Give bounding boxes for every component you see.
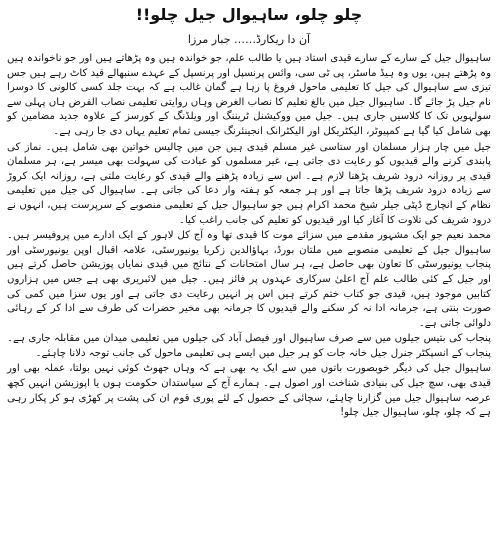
paragraph: محمد نعیم جو ایک مشہور مقدمے میں سزائے موت کا قیدی تھا وہ آج کل لاہور کے ایک ادارے میں پروفیسر ہیں۔ ساہیوال جیل کے تعلیمی منصوبے میں ملتان بورڈ، بہاؤالدین زکریا یونیورسٹی، علامہ اقبال اوپن یونیورسٹی اور پنجاب یونیورسٹی کا تعاون بھی حاصل ہے، ہر سال امتحانات کے نتائج میں قیدی نمایاں پوزیشن حاصل کرتے ہیں اور جیل کے کئی طالب علم آج اعلیٰ سرکاری عہدوں پر فائز ہیں۔ جیل میں لائبریری بھی ہے جس میں ہزاروں کتابیں موجود ہیں، قیدی جو کتاب ختم کرتے ہیں اس پر انہیں رعایت دی جاتی ہے اور یوں سزا میں کمی کی صورت بنتی ہے، جرمانہ ادا نہ کر سکنے والے قیدیوں کا جرمانہ بھی مخیر حضرات کی طرف سے ادا کر کے رہائی دلوائی جاتی ہے۔: [7, 230, 491, 329]
column-title: چلو چلو، ساہیوال جیل چلو!!: [135, 5, 363, 24]
paragraph: ساہیوال جیل کے سارے کے سارے قیدی استاد ہیں یا طالب علم، جو خواندہ ہیں وہ پڑھاتے ہیں اور جو ناخواندہ ہیں وہ پڑھتے ہیں، یوں وہ ہیڈ ماسٹر، پی ٹی سی، وائس پرنسپل اور پرنسپل کے عہدے سنبھالے قید کاٹ رہے ہیں جس تیزی سے ساہیوال کی جیل کا تعلیمی ماحول فروغ پا رہا ہے گمان غالب ہے کہ بہت جلد کسی کالونی کا دوسرا نام جیل پڑ جائے گا۔ ساہیوال جیل میں بالغ تعلیم کا نصاب الغرض وہاں روایتی تعلیمی نصاب الفرض ہاں پہلی سے سولہویں تک کا کلاسیں جاری ہیں۔ جیل میں ووکیشنل ٹریننگ اور ویلڈنگ کے کورسز کے علاوہ جدید مضامین کو بھی شامل کیا گیا ہے کمپیوٹر، الیکٹریکل اور الیکٹرانک انجینئرنگ جیسی تمام تعلیم یہاں دی جا رہی ہے۔: [7, 53, 491, 137]
paragraph: جیل میں چار ہزار مسلمان اور ستاسی غیر مسلم قیدی ہیں جن میں چالیس خواتین بھی شامل ہیں۔ نماز کی پابندی کرنے والے قیدیوں کو رعایت دی جاتی ہے، غیر مسلموں کو عبادت کی سہولت بھی میسر ہے، ہر مسلمان قیدی پر روزانہ درود شریف پڑھنا لازم ہے۔ اس سے زیادہ پڑھنے والے قیدی کو رعایت ملتی ہے، روزانہ ایک کروڑ سے زیادہ درود شریف پڑھا جاتا ہے اور ہر جمعہ کو ہفتہ وار دعا کی جاتی ہے۔ ساہیوال کی جیل میں تعلیمی نظام کے انچارج ڈپٹی جیلر شیخ محمد اکرام ہیں جو ساہیوال جیل کے تعلیمی منصوبے کے سرپرست ہیں، انہوں نے درود شریف کی تلاوت کا آغاز کیا اور قیدیوں کو تعلیم کی جانب راغب کیا۔: [7, 141, 491, 226]
column-byline: آن دا ریکارڈ…… جبار مرزا: [187, 33, 311, 46]
paragraph: ساہیوال جیل کی دیگر خوبصورت باتوں میں سے ایک یہ بھی ہے کہ وہاں جھوٹ کوئی نہیں بولتا، عملہ بھی اور قیدی بھی، سچ جیل کی بنیادی شناخت اور اصول ہے۔ ہمارے آج کے سیاستدان حکومت ہوں یا اپوزیشن انہیں کچھ عرصہ ساہیوال جیل میں گزارنا چاہئے، سچائی کے حصول کے لئے پوری قوم ان کی پشت پر کھڑی ہو کر پکار رہی ہے کہ چلو، چلو، ساہیوال جیل چلو!: [7, 363, 491, 419]
paragraph: پنجاب کی بتیس جیلوں میں سے صرف ساہیوال اور فیصل آباد کی جیلوں میں تعلیمی میدان میں مقابلہ جاری ہے۔ پنجاب کے انسپکٹر جنرل جیل خانہ جات کو ہر جیل میں ایسے ہی تعلیمی ماحول کی جانب توجہ دلانا چاہئے۔: [7, 333, 491, 359]
column-body: [7, 52, 491, 421]
